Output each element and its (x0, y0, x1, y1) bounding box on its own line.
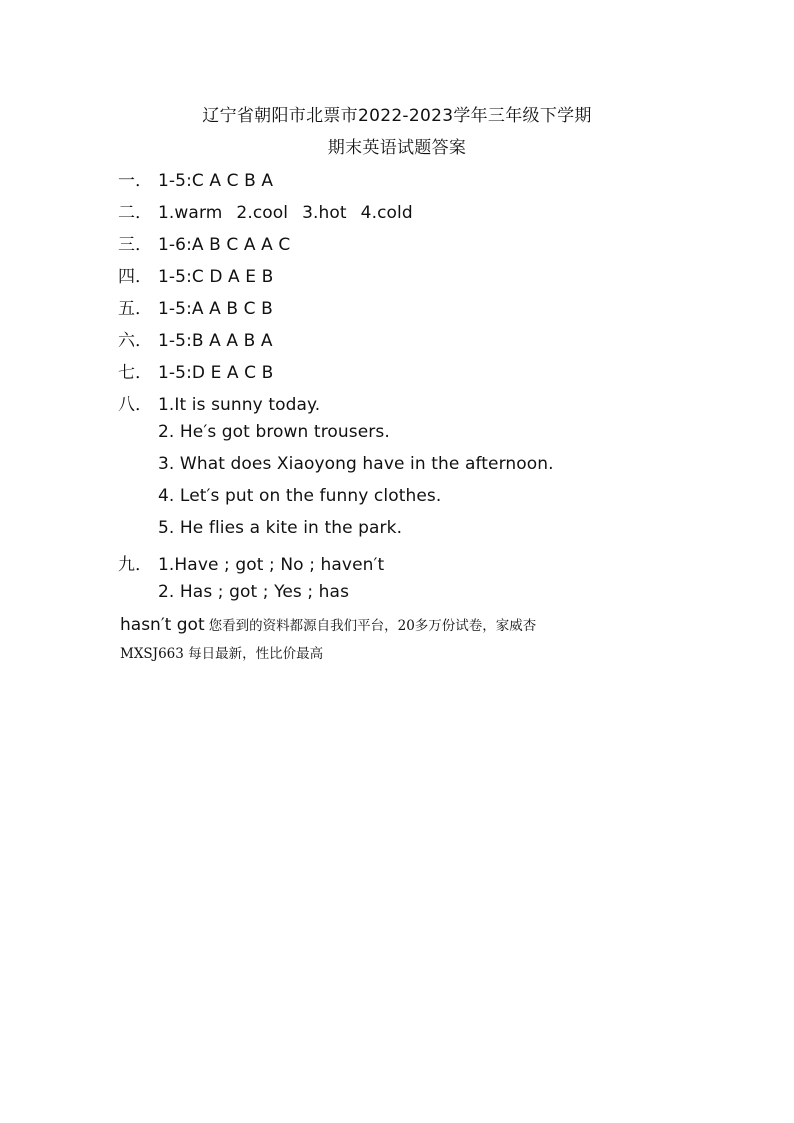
answer-section-8 (118, 390, 320, 415)
section-number: 三． (118, 235, 153, 255)
answer-section-4 (118, 262, 273, 287)
answer-section-7 (118, 358, 273, 383)
answer-continuation: hasn′t got (120, 615, 205, 635)
answer-part: 4.cold (360, 203, 413, 223)
section-number: 八． (118, 395, 153, 415)
answer-text: 1-5:B A A B A (158, 331, 273, 351)
promo-text: 您看到的资料都源自我们平台，20多万份试卷，家威杏 (208, 618, 537, 634)
answer-section-6 (118, 326, 273, 351)
section-number: 六． (118, 331, 153, 351)
answer-line: 3. What does Xiaoyong have in the afternoon. (158, 454, 554, 474)
section-number: 五． (118, 299, 153, 319)
answer-line: 2. Has ; got ; Yes ; has (158, 582, 350, 602)
section-number: 二． (118, 203, 153, 223)
answer-line: 4. Let′s put on the funny clothes. (158, 486, 442, 506)
section-number: 九． (118, 555, 153, 575)
section-number: 一． (118, 171, 153, 191)
answer-line: 2. He′s got brown trousers. (158, 422, 390, 442)
answer-section-1 (118, 166, 273, 191)
section-number: 四． (118, 267, 153, 287)
answer-section-3 (118, 230, 290, 255)
promo-text: MXSJ663 每日最新，性比价最高 (120, 646, 324, 662)
section-number: 七． (118, 363, 153, 383)
answer-part: 3.hot (302, 203, 347, 223)
document-title: 辽宁省朝阳市北票市2022-2023学年三年级下学期 (202, 106, 592, 126)
document-subtitle: 期末英语试题答案 (327, 138, 467, 158)
answer-text: 1-5:A A B C B (158, 299, 273, 319)
answer-section-5 (118, 294, 273, 319)
answer-text: 1.Have ; got ; No ; haven′t (158, 555, 385, 575)
answer-section-9 (118, 550, 384, 575)
footer-line (120, 614, 536, 635)
answer-section-2 (118, 198, 413, 223)
answer-text: 1.It is sunny today. (158, 395, 321, 415)
answer-text: 1-5:D E A C B (158, 363, 274, 383)
answer-text: 1-5:C D A E B (158, 267, 274, 287)
answer-text: 1-5:C A C B A (158, 171, 274, 191)
answer-part: 1.warm (158, 203, 223, 223)
answer-part: 2.cool (236, 203, 289, 223)
answer-text: 1-6:A B C A A C (158, 235, 291, 255)
answer-line: 5. He flies a kite in the park. (158, 518, 403, 538)
